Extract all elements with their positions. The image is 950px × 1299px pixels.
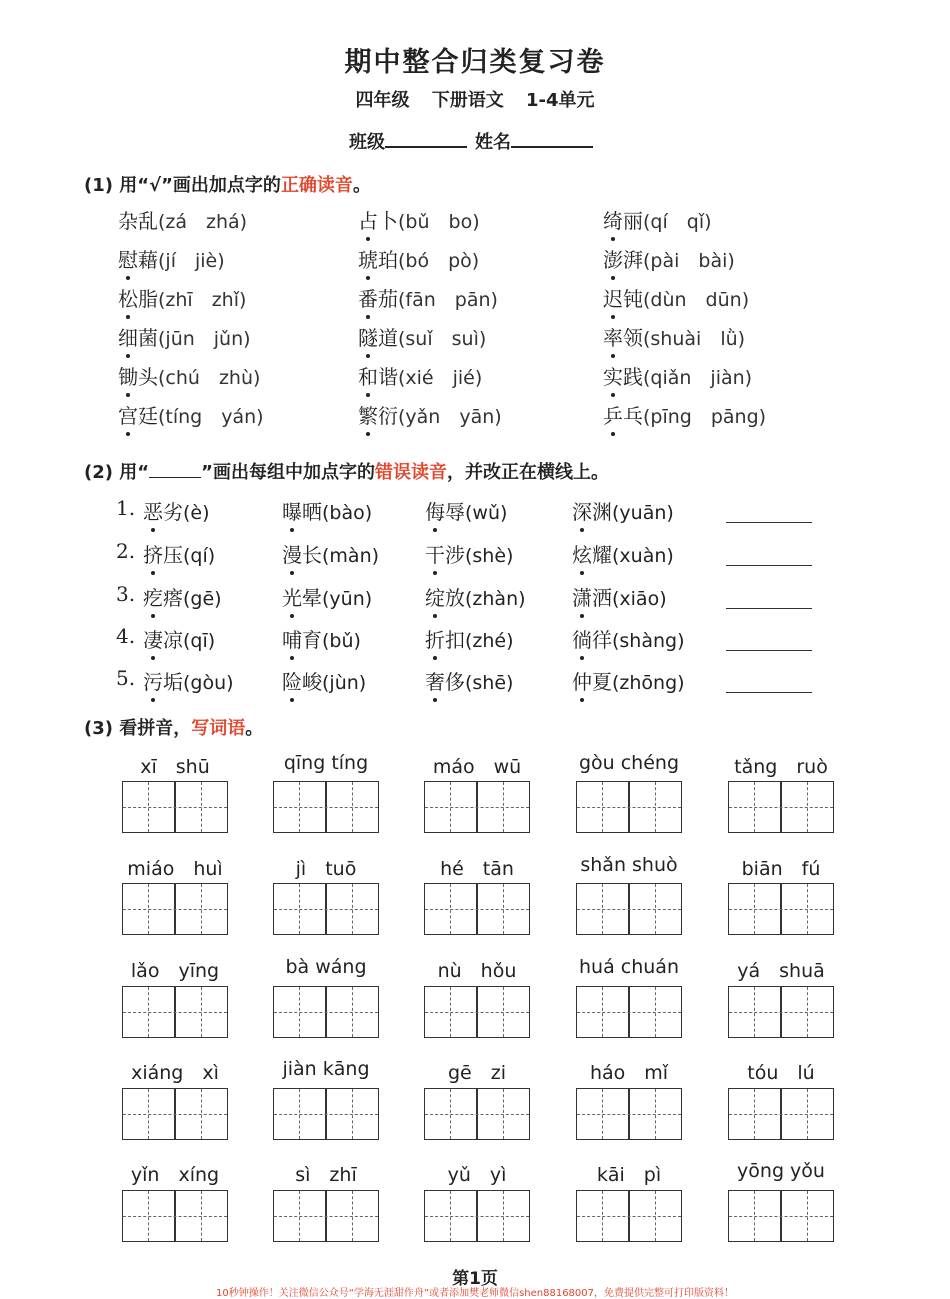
word-item: 仲夏(zhōng) [572, 666, 685, 695]
word-item: 潇洒(xiāo) [572, 582, 667, 611]
reading-item: 番茄(fān pān) [358, 283, 498, 312]
section2-highlight: 错误读音 [374, 462, 447, 483]
pinyin-options[interactable]: (xié jié) [398, 367, 483, 389]
writing-grid[interactable] [424, 883, 530, 935]
writing-grid[interactable] [424, 781, 530, 833]
word-item: 险峻(jùn) [282, 666, 366, 695]
section3-highlight: 写词语 [191, 718, 246, 739]
blank-mark [149, 463, 201, 478]
page-title: 期中整合归类复习卷 [344, 47, 606, 78]
writing-grid[interactable] [576, 986, 682, 1038]
book-label: 下册语文 [431, 90, 504, 111]
pinyin-options[interactable]: (pīng pāng) [643, 406, 767, 428]
pinyin-prompt: sì zhī [295, 1164, 357, 1186]
class-field[interactable] [385, 132, 467, 148]
row-number: 3. [116, 582, 136, 606]
footer-note: 10秒钟操作！关注微信公众号“学海无涯甜作舟”或者添加樊老师微信shen88168007，免费提供完整可打印版资料！ [215, 1288, 735, 1299]
word-item: 徜徉(shàng) [572, 624, 685, 653]
reading-item: 慰藉(jí jiè) [118, 244, 225, 273]
writing-grid[interactable] [728, 1088, 834, 1140]
word-item: 折扣(zhé) [425, 624, 514, 653]
answer-line[interactable] [726, 607, 812, 609]
reading-item: 和谐(xié jié) [358, 361, 482, 390]
grade-label: 四年级 [355, 90, 410, 111]
section1-text: 用“√”画出加点字的 [119, 175, 281, 196]
pinyin-prompt: hé tān [440, 858, 514, 880]
writing-grid[interactable] [728, 986, 834, 1038]
pinyin-options[interactable]: (chú zhù) [158, 367, 261, 389]
word-item: 侮辱(wǔ) [425, 496, 507, 525]
word-item: 漫长(màn) [282, 539, 379, 568]
page-number: 第1页 [452, 1269, 498, 1289]
pinyin-prompt: nù hǒu [437, 960, 517, 982]
reading-item: 乒乓(pīng pāng) [603, 400, 766, 429]
writing-grid[interactable] [122, 1088, 228, 1140]
pinyin-prompt: xiáng xì [131, 1062, 219, 1084]
pinyin-prompt: miáo huì [127, 858, 223, 880]
word-item: 凄凉(qī) [143, 624, 215, 653]
word-item: 挤压(qí) [143, 539, 215, 568]
reading-item: 宫廷(tíng yán) [118, 400, 264, 429]
class-label: 班级 [349, 132, 385, 153]
pinyin-prompt: jiàn kāng [282, 1058, 370, 1080]
pinyin-prompt: xī shū [140, 756, 210, 778]
reading-item: 实践(qiǎn jiàn) [603, 361, 752, 390]
name-label: 姓名 [475, 132, 511, 153]
pinyin-prompt: jì tuō [295, 858, 357, 880]
pinyin-prompt: shǎn shuò [580, 854, 678, 876]
word-item: 深渊(yuān) [572, 496, 674, 525]
pinyin-options[interactable]: (qiǎn jiàn) [643, 367, 753, 389]
reading-item: 迟钝(dùn dūn) [603, 283, 749, 312]
pinyin-prompt: yǔ yì [447, 1164, 507, 1186]
pinyin-prompt: tóu lú [747, 1062, 815, 1084]
section2-text-a: 用“ [119, 462, 150, 483]
section1-end: 。 [352, 175, 371, 196]
reading-item: 琥珀(bó pò) [358, 244, 479, 273]
reading-item: 锄头(chú zhù) [118, 361, 260, 390]
answer-line[interactable] [726, 564, 812, 566]
writing-grid[interactable] [273, 781, 379, 833]
section3-number: (3) [84, 718, 113, 739]
pinyin-options[interactable]: (dùn dūn) [643, 289, 750, 311]
answer-line[interactable] [726, 521, 812, 523]
pinyin-prompt: gòu chéng [578, 752, 680, 774]
reading-item: 澎湃(pài bài) [603, 244, 735, 273]
answer-line[interactable] [726, 649, 812, 651]
pinyin-options[interactable]: (yǎn yān) [398, 406, 502, 428]
writing-grid[interactable] [424, 986, 530, 1038]
writing-grid[interactable] [273, 883, 379, 935]
word-item: 污垢(gòu) [143, 666, 234, 695]
word-item: 炫耀(xuàn) [572, 539, 674, 568]
writing-grid[interactable] [273, 1190, 379, 1242]
pinyin-options[interactable]: (suǐ suì) [398, 328, 487, 350]
writing-grid[interactable] [576, 1190, 682, 1242]
units-label: 1-4单元 [526, 90, 595, 111]
reading-item: 细菌(jūn jǔn) [118, 322, 251, 351]
reading-item: 繁衍(yǎn yān) [358, 400, 502, 429]
pinyin-options[interactable]: (bó pò) [398, 250, 480, 272]
word-item: 恶劣(è) [143, 496, 210, 525]
pinyin-prompt: huá chuán [579, 956, 679, 978]
word-item: 干涉(shè) [425, 539, 513, 568]
pinyin-prompt: háo mǐ [589, 1062, 669, 1084]
pinyin-prompt: yǐn xíng [130, 1164, 220, 1186]
section2-text-b: ”画出每组中加点字的 [201, 462, 375, 483]
pinyin-options[interactable]: (fān pān) [398, 289, 498, 311]
section3-heading [84, 714, 263, 740]
pinyin-options[interactable]: (qí qǐ) [643, 211, 712, 233]
section3-text: 看拼音， [119, 718, 192, 739]
row-number: 4. [116, 624, 136, 648]
writing-grid[interactable] [273, 1088, 379, 1140]
pinyin-options[interactable]: (pài bài) [643, 250, 735, 272]
pinyin-options[interactable]: (zhī zhǐ) [158, 289, 247, 311]
pinyin-prompt: lǎo yīng [130, 960, 220, 982]
pinyin-options[interactable]: (tíng yán) [158, 406, 264, 428]
writing-grid[interactable] [728, 781, 834, 833]
section3-end: 。 [245, 718, 264, 739]
pinyin-options[interactable]: (zá zhá) [158, 211, 248, 233]
word-item: 疙瘩(gē) [143, 582, 222, 611]
reading-item: 绮丽(qí qǐ) [603, 205, 712, 234]
word-item: 奢侈(shē) [425, 666, 513, 695]
pinyin-prompt: bà wáng [285, 956, 367, 978]
name-row [0, 128, 950, 154]
writing-grid[interactable] [122, 883, 228, 935]
writing-grid[interactable] [424, 1190, 530, 1242]
section1-highlight: 正确读音 [280, 175, 353, 196]
writing-grid[interactable] [728, 1190, 834, 1242]
writing-grid[interactable] [576, 1088, 682, 1140]
section1-number: (1) [84, 175, 113, 196]
pinyin-prompt: biān fú [741, 858, 821, 880]
word-item: 曝晒(bào) [282, 496, 372, 525]
writing-grid[interactable] [273, 986, 379, 1038]
row-number: 1. [116, 496, 136, 520]
reading-item: 隧道(suǐ suì) [358, 322, 486, 351]
row-number: 2. [116, 539, 136, 563]
writing-grid[interactable] [576, 883, 682, 935]
pinyin-prompt: máo wū [432, 756, 522, 778]
pinyin-prompt: qīng tíng [283, 752, 369, 774]
pinyin-options[interactable]: (jūn jǔn) [158, 328, 251, 350]
pinyin-prompt: yōng yǒu [737, 1160, 825, 1182]
reading-item: 占卜(bǔ bo) [358, 205, 480, 234]
pinyin-options[interactable]: (bǔ bo) [398, 211, 480, 233]
writing-grid[interactable] [728, 883, 834, 935]
writing-grid[interactable] [424, 1088, 530, 1140]
word-item: 绽放(zhàn) [425, 582, 526, 611]
word-item: 哺育(bǔ) [282, 624, 361, 653]
writing-grid[interactable] [122, 986, 228, 1038]
pinyin-options[interactable]: (jí jiè) [158, 250, 225, 272]
reading-item: 松脂(zhī zhǐ) [118, 283, 246, 312]
writing-grid[interactable] [122, 781, 228, 833]
section2-number: (2) [84, 462, 113, 483]
name-field[interactable] [511, 132, 593, 148]
section2-text-c: ，并改正在横线上。 [446, 462, 609, 483]
row-number: 5. [116, 666, 136, 690]
section2-heading [84, 458, 609, 484]
section1-heading [84, 171, 371, 197]
pinyin-prompt: yá shuā [737, 960, 825, 982]
reading-item: 杂乱(zá zhá) [118, 209, 248, 233]
pinyin-prompt: kāi pì [596, 1164, 662, 1186]
pinyin-prompt: gē zi [447, 1062, 506, 1084]
subtitle [0, 86, 950, 112]
reading-item: 率领(shuài lǜ) [603, 322, 745, 351]
writing-grid[interactable] [576, 781, 682, 833]
writing-grid[interactable] [122, 1190, 228, 1242]
pinyin-options[interactable]: (shuài lǜ) [643, 328, 746, 350]
word-item: 光晕(yūn) [282, 582, 372, 611]
answer-line[interactable] [726, 691, 812, 693]
pinyin-prompt: tǎng ruò [734, 756, 828, 778]
